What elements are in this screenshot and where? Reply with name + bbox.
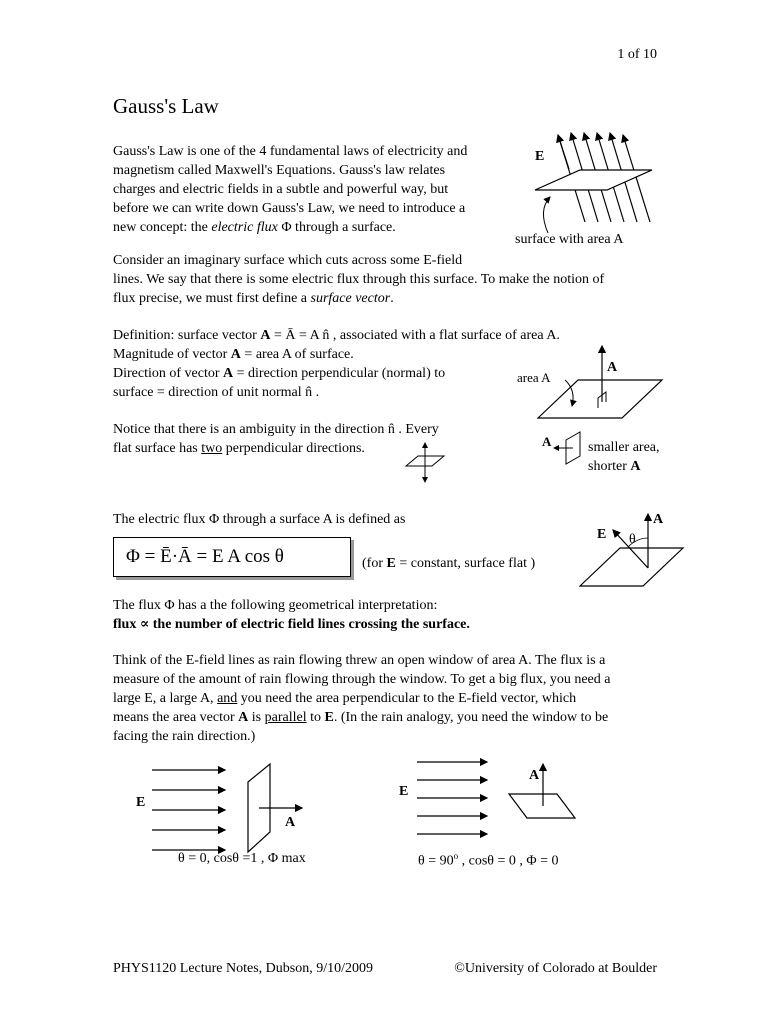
footer-course: PHYS1120 Lecture Notes, Dubson, 9/10/2009 [113, 961, 374, 976]
rain-line: measure of the amount of rain flowing through the window. To get a big flux, you need a [113, 672, 611, 687]
flux-definition: The electric flux Φ through a surface A is defined as [113, 512, 406, 527]
theta-label: θ [629, 532, 636, 547]
rain-line: means the area vector A is parallel to E. (In the rain analogy, you need the window to be [113, 710, 609, 725]
two-normals-icon [400, 440, 450, 485]
intro-line: magnetism called Maxwell's Equations. Gauss's law relates [113, 163, 446, 178]
surface-caption: surface with area A [515, 232, 624, 247]
definition-line: Definition: surface vector A = Ā = A n̂ , associated with a flat surface of area A. [113, 328, 560, 343]
footer-copyright: ©University of Colorado at Boulder [454, 961, 657, 976]
equation-note: (for E = constant, surface flat ) [362, 556, 536, 571]
e-label-zero: E [136, 795, 146, 810]
interpretation [113, 596, 673, 634]
area-label: area A [517, 370, 551, 385]
consider-line: Consider an imaginary surface which cuts across some E-field [113, 253, 463, 268]
rain-line: large E, a large A, and you need the area perpendicular to the E-field vector, which [113, 691, 577, 706]
intro-emphasis: electric flux [211, 220, 278, 235]
consider-line: lines. We say that there is some electric flux through this surface. To make the notion of [113, 272, 605, 287]
intro-line: new concept: the electric flux Φ through a surface. [113, 220, 396, 235]
a-label-zero: A [285, 815, 296, 830]
a-vector-label: A [653, 512, 664, 527]
flux-equation: Φ = Ē·Ā = E A cos θ [126, 546, 284, 567]
rain-line: facing the rain direction.) [113, 729, 256, 744]
definition-line: Magnitude of vector A = area A of surface. [113, 347, 354, 362]
consider-line: flux precise, we must first define a surface vector. [113, 291, 394, 306]
surface-normal-figure [510, 340, 670, 425]
intro-line: charges and electric fields in a subtle and powerful way, but [113, 182, 449, 197]
e-field-label: E [535, 149, 545, 164]
intro-paragraph [113, 142, 513, 237]
smaller-area-figure [540, 430, 590, 466]
intro-line: before we can write down Gauss's Law, we need to introduce a [113, 201, 466, 216]
theta-ninety-figure [395, 750, 595, 845]
e-vector-label: E [597, 527, 607, 542]
theta-zero-figure [130, 760, 320, 860]
notice-line: Notice that there is an ambiguity in the direction n̂ . Every [113, 422, 439, 437]
consider-paragraph [113, 251, 673, 308]
theta-zero-caption: θ = 0, cosθ =1 , Φ max [178, 851, 306, 866]
definition-line: surface = direction of unit normal n̂ . [113, 385, 320, 400]
consider-emphasis: surface vector [310, 291, 391, 306]
a-label-ninety: A [529, 768, 540, 783]
theta-ninety-caption: $\theta = 90^o$ , cosθ = 0 , Φ = 0 [418, 851, 559, 869]
rain-line: Think of the E-field lines as rain flowing threw an open window of area A. The flux is a [113, 653, 606, 668]
rain-paragraph [113, 651, 673, 746]
intro-line: Gauss's Law is one of the 4 fundamental laws of electricity and [113, 144, 468, 159]
page-number: 1 of 10 [617, 47, 657, 62]
flux-equation-box [113, 537, 351, 577]
angle-figure [575, 508, 685, 593]
notice-line: flat surface has two perpendicular directions. [113, 441, 365, 456]
page-title: Gauss's Law [113, 94, 219, 118]
area-vector-label: A [607, 360, 618, 375]
definition-line: Direction of vector A = direction perpendicular (normal) to [113, 366, 446, 381]
small-a-label: A [542, 434, 552, 449]
smaller-area-caption: smaller area, shorter A [588, 440, 660, 474]
e-label-ninety: E [399, 784, 409, 799]
interpretation-line: The flux Φ has a the following geometrical interpretation: [113, 598, 438, 613]
interpretation-bold-line: flux ∝ the number of electric field lines crossing the surface. [113, 617, 470, 632]
